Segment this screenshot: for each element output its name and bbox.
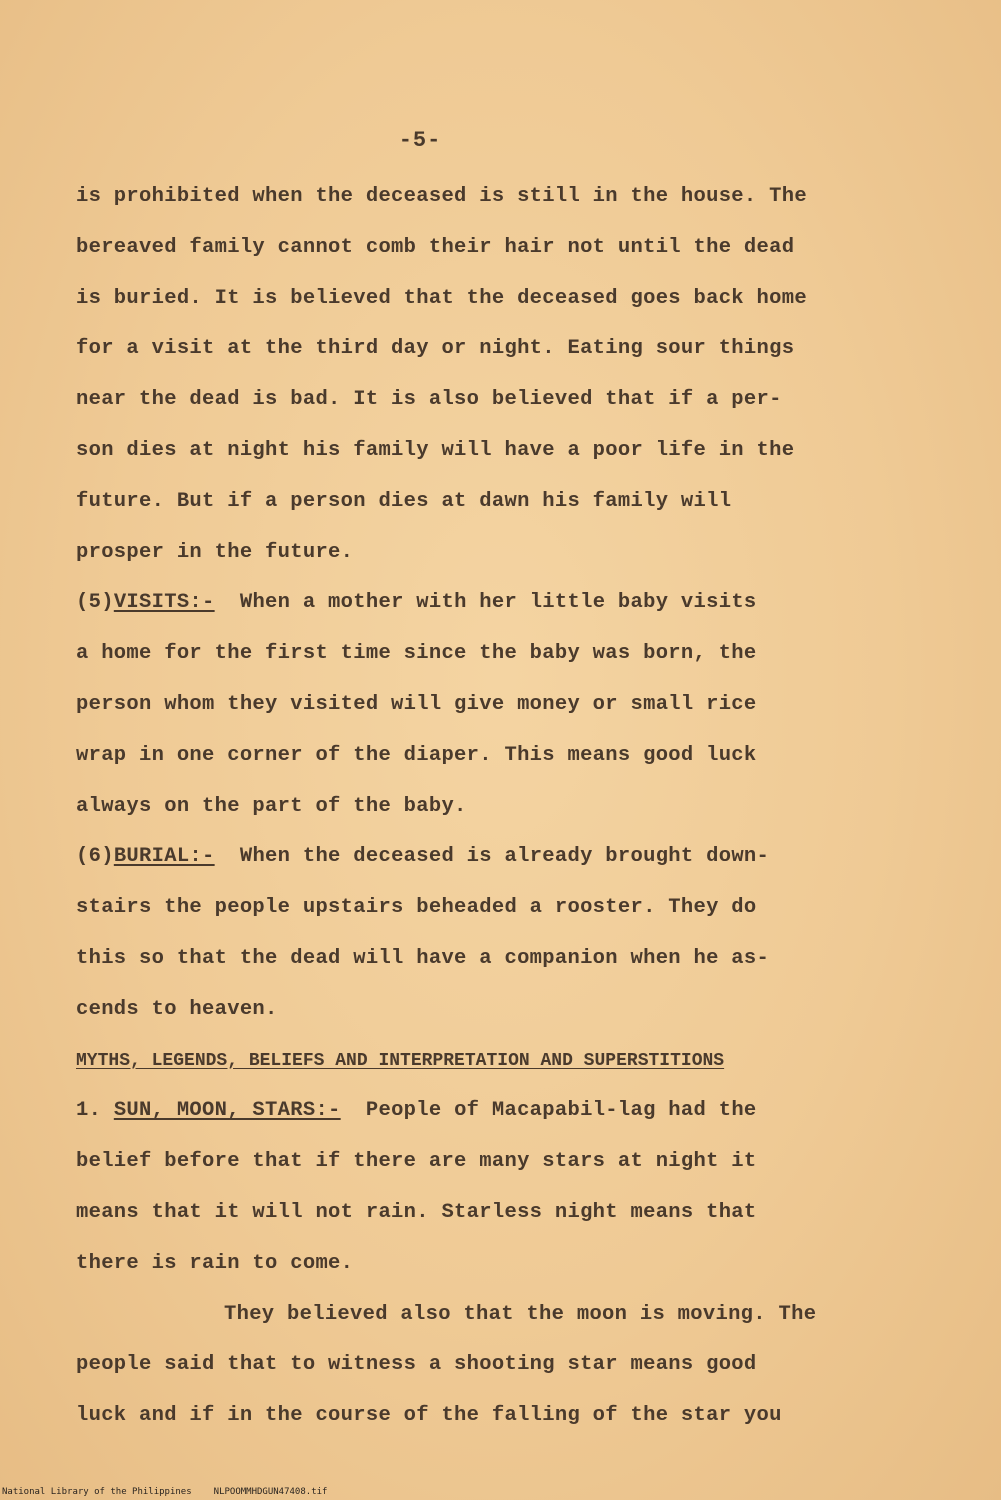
visits-heading: VISITS:- — [113, 591, 215, 615]
file-name: NLPOOMMHDGUN47408.tif — [213, 1487, 328, 1497]
text-line: wrap in one corner of the diaper. This means good luck — [76, 743, 757, 767]
section-number: 1. — [76, 1099, 114, 1123]
text-line: always on the part of the baby. — [76, 794, 467, 818]
body-text — [76, 172, 956, 1442]
section-number: (6) — [76, 845, 114, 869]
myths-heading: MYTHS, LEGENDS, BELIEFS AND INTERPRETATION AND SUPERSTITIONS — [76, 1050, 725, 1071]
sun-moon-heading: SUN, MOON, STARS:- — [113, 1099, 341, 1123]
text-line: bereaved family cannot comb their hair not until the dead — [76, 235, 795, 259]
text-line: luck and if in the course of the falling of the star you — [76, 1404, 782, 1428]
scan-footer — [2, 1487, 327, 1498]
text-line: When the deceased is already brought down- — [214, 845, 770, 869]
text-line: there is rain to come. — [76, 1251, 354, 1275]
text-line: People of Macapabil-lag had the — [340, 1099, 757, 1123]
text-line: When a mother with her little baby visits — [214, 591, 757, 615]
text-line: person whom they visited will give money or small rice — [76, 692, 757, 716]
text-line: cends to heaven. — [76, 997, 278, 1021]
burial-heading: BURIAL:- — [113, 845, 215, 869]
page-number: -5- — [398, 128, 442, 153]
sun-moon-section-heading-line — [76, 1086, 956, 1137]
section-number: (5) — [76, 591, 114, 615]
text-line: this so that the dead will have a companion when he as- — [76, 946, 770, 970]
library-name: National Library of the Philippines — [2, 1487, 192, 1497]
text-line: a home for the first time since the baby was born, the — [76, 642, 757, 666]
burial-section-heading-line — [76, 832, 956, 883]
text-line: people said that to witness a shooting star means good — [76, 1353, 757, 1377]
text-line: prosper in the future. — [76, 540, 354, 564]
text-line: for a visit at the third day or night. Eating sour things — [76, 337, 795, 361]
visits-section-heading-line — [76, 578, 956, 629]
text-line: is prohibited when the deceased is still in the house. The — [76, 185, 807, 208]
text-line: means that it will not rain. Starless night means that — [76, 1200, 757, 1224]
text-line: stairs the people upstairs beheaded a rooster. They do — [76, 896, 757, 920]
text-line: future. But if a person dies at dawn his family will — [76, 489, 732, 513]
text-line: son dies at night his family will have a poor life in the — [76, 438, 795, 462]
text-line: is buried. It is believed that the deceased goes back home — [76, 286, 807, 310]
text-line: belief before that if there are many stars at night it — [76, 1150, 757, 1174]
text-line: near the dead is bad. It is also believed that if a per- — [76, 388, 782, 412]
text-line: They believed also that the moon is moving. The — [224, 1302, 817, 1326]
